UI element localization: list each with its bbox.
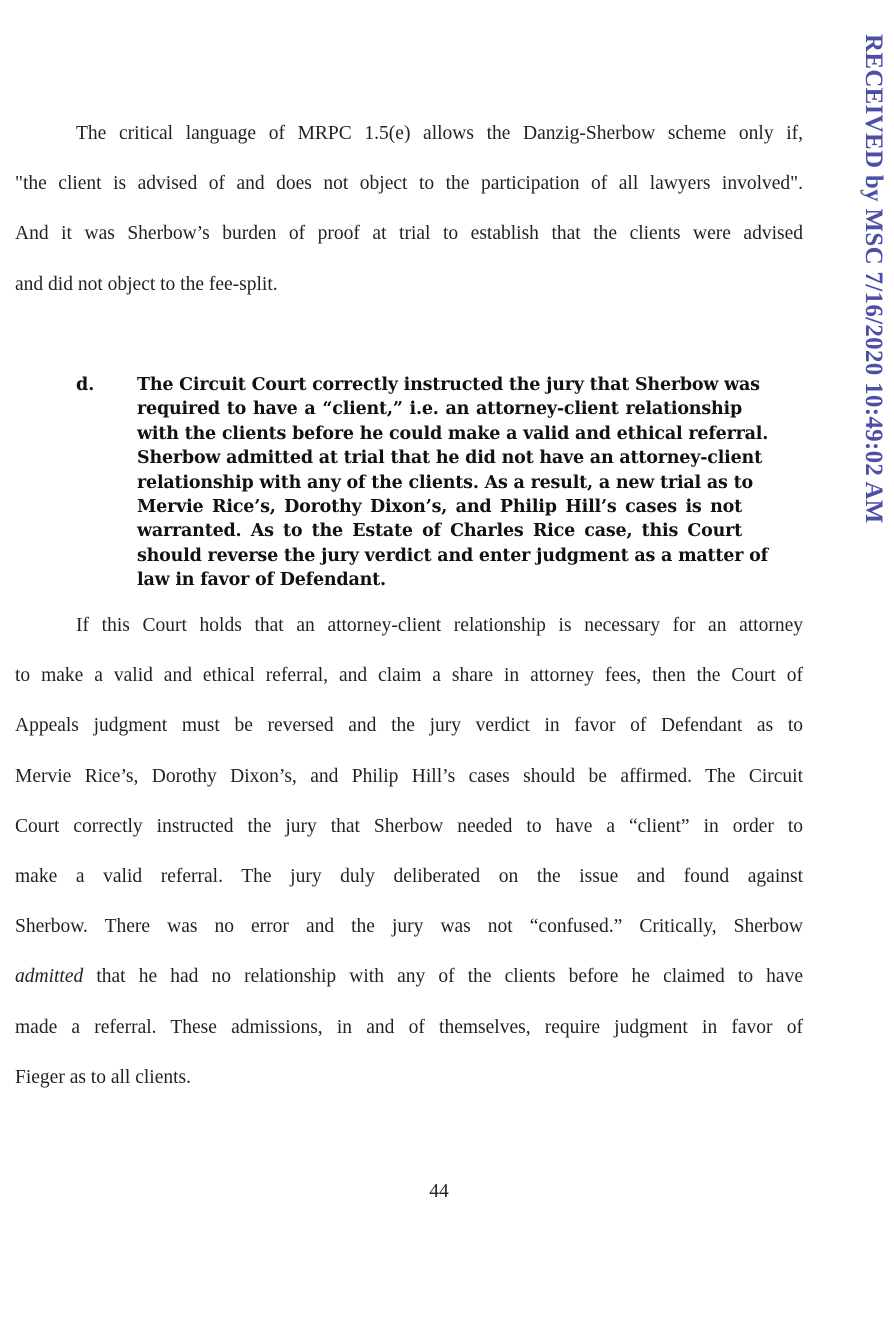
page-number: 44 <box>429 1181 449 1202</box>
heading-line: with the clients before he could make a valid and ethical referral. <box>137 423 769 444</box>
paragraph-line: made a referral. These admissions, in and of themselves, require judgment in favor of <box>15 1016 803 1038</box>
paragraph-line: and did not object to the fee-split. <box>15 273 278 295</box>
heading-line: warranted. As to the Estate of Charles Rice case, this Court <box>137 521 742 542</box>
heading-letter: d. <box>76 375 95 395</box>
paragraph-line: Appeals judgment must be reversed and the jury verdict in favor of Defendant as to <box>15 715 803 737</box>
paragraph-line: Fieger as to all clients. <box>15 1066 191 1088</box>
paragraph-mrpc <box>15 109 803 310</box>
received-stamp <box>858 34 888 554</box>
paragraph-line: Sherbow. There was no error and the jury was not “confused.” Critically, Sherbow <box>15 916 803 938</box>
paragraph-line: make a valid referral. The jury duly deliberated on the issue and found against <box>15 865 803 887</box>
paragraph-line: And it was Sherbow’s burden of proof at trial to establish that the clients were advised <box>15 223 803 245</box>
paragraph-attorney-client <box>15 601 803 1103</box>
paragraph-line: The critical language of MRPC 1.5(e) allows the Danzig-Sherbow scheme only if, <box>76 123 803 144</box>
paragraph-line-emphasis <box>15 952 803 1002</box>
heading-line: relationship with any of the clients. As a result, a new trial as to <box>137 472 753 493</box>
heading-line: law in favor of Defendant. <box>137 570 386 591</box>
heading-line: should reverse the jury verdict and enter judgment as a matter of <box>137 545 768 566</box>
heading-line: Sherbow admitted at trial that he did not have an attorney-client <box>137 448 762 469</box>
emphasis-word: admitted <box>15 966 84 988</box>
paragraph-line: "the client is advised of and does not object to the participation of all lawyers involved". <box>15 173 803 195</box>
heading-line: required to have a “client,” i.e. an attorney-client relationship <box>137 399 742 420</box>
heading-line: The Circuit Court correctly instructed the jury that Sherbow was <box>137 375 760 395</box>
paragraph-line: to make a valid and ethical referral, and claim a share in attorney fees, then the Court of <box>15 665 803 687</box>
heading-text <box>137 373 769 593</box>
heading-line: Mervie Rice’s, Dorothy Dixon’s, and Philip Hill’s cases is not <box>137 496 742 517</box>
received-stamp-text: RECEIVED by MSC 7/16/2020 10:49:02 AM <box>860 34 887 524</box>
paragraph-line: If this Court holds that an attorney-client relationship is necessary for an attorney <box>76 615 803 636</box>
paragraph-line: Court correctly instructed the jury that Sherbow needed to have a “client” in order to <box>15 815 803 837</box>
paragraph-line: Mervie Rice’s, Dorothy Dixon’s, and Philip Hill’s cases should be affirmed. The Circuit <box>15 765 803 787</box>
emphasis-line-rest: that he had no relationship with any of the clients before he claimed to have <box>83 966 803 988</box>
